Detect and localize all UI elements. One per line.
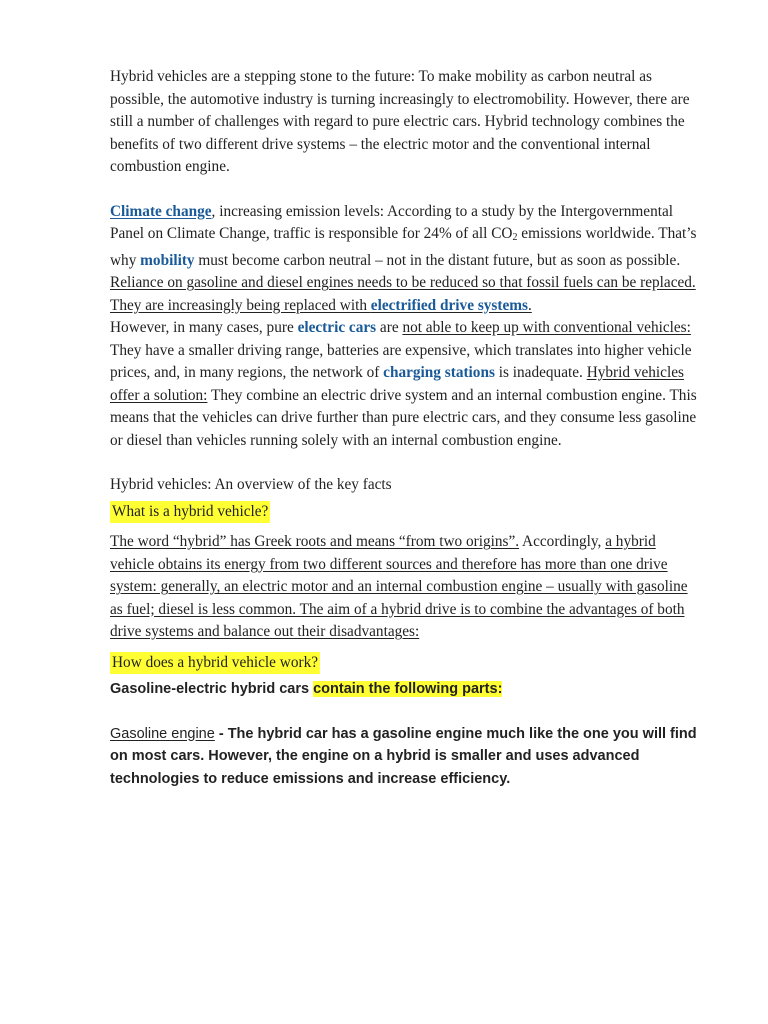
climate-change-link[interactable]: Climate change	[110, 202, 212, 220]
document-page	[110, 66, 700, 790]
electric-cars-link[interactable]: electric cars	[297, 319, 377, 336]
gasoline-engine-label: Gasoline engine	[110, 725, 215, 742]
mobility-link[interactable]: mobility	[140, 251, 195, 269]
question-how-hybrid-works: How does a hybrid vehicle work?	[110, 652, 320, 675]
electrified-drive-systems-link[interactable]: electrified drive systems	[370, 296, 528, 314]
parts-intro: Gasoline-electric hybrid cars contain the following parts:	[110, 681, 503, 697]
parts-highlight: contain the following parts:	[313, 681, 503, 697]
question-what-is-hybrid: What is a hybrid vehicle?	[110, 501, 270, 524]
gasoline-engine-paragraph: Gasoline engine - The hybrid car has a gasoline engine much like the one you will find on most cars. However, the engine on a hybrid is smaller and uses advanced technologies to reduce emissions and increase efficiency.	[110, 725, 697, 787]
charging-stations-link[interactable]: charging stations	[383, 364, 495, 381]
hybrid-definition-paragraph: The word “hybrid” has Greek roots and means “from two origins”. Accordingly, a hybrid vehicle obtains its energy from two different sources and therefore has more than one drive system: generally, an electric motor and an internal combustion engine – usually with gasoline as fuel; diesel is less common. The aim of a hybrid drive is to combine the advantages of both drive systems and balance out their disadvantages:	[110, 533, 688, 640]
electric-cars-paragraph: However, in many cases, pure electric cars are not able to keep up with conventional vehicles: They have a smaller driving range, batteries are expensive, which translates into higher vehicle prices, and, in many regions, the network of charging stations is inadequate. Hybrid vehicles offer a solution: They combine an electric drive system and an internal combustion engine. This means that the vehicles can drive further than pure electric cars, and they consume less gasoline or diesel than vehicles running solely with an internal combustion engine.	[110, 319, 697, 449]
climate-paragraph: Climate change, increasing emission levels: According to a study by the Intergovernmental Panel on Climate Change, traffic is responsible for 24% of all $CO_2$ emissions worldwide. That’s why mobility must become carbon neutral – not in the distant future, but as soon as possible. Reliance on gasoline and diesel engines needs to be reduced so that fossil fuels can be replaced. They are increasingly being replaced with electrified drive systems.	[110, 202, 697, 314]
overview-title: Hybrid vehicles: An overview of the key facts	[110, 476, 392, 493]
intro-paragraph: Hybrid vehicles are a stepping stone to the future: To make mobility as carbon neutral as possible, the automotive industry is turning increasingly to electromobility. However, there are still a number of challenges with regard to pure electric cars. Hybrid technology combines the benefits of two different drive systems – the electric motor and the conventional internal combustion engine.	[110, 68, 690, 175]
